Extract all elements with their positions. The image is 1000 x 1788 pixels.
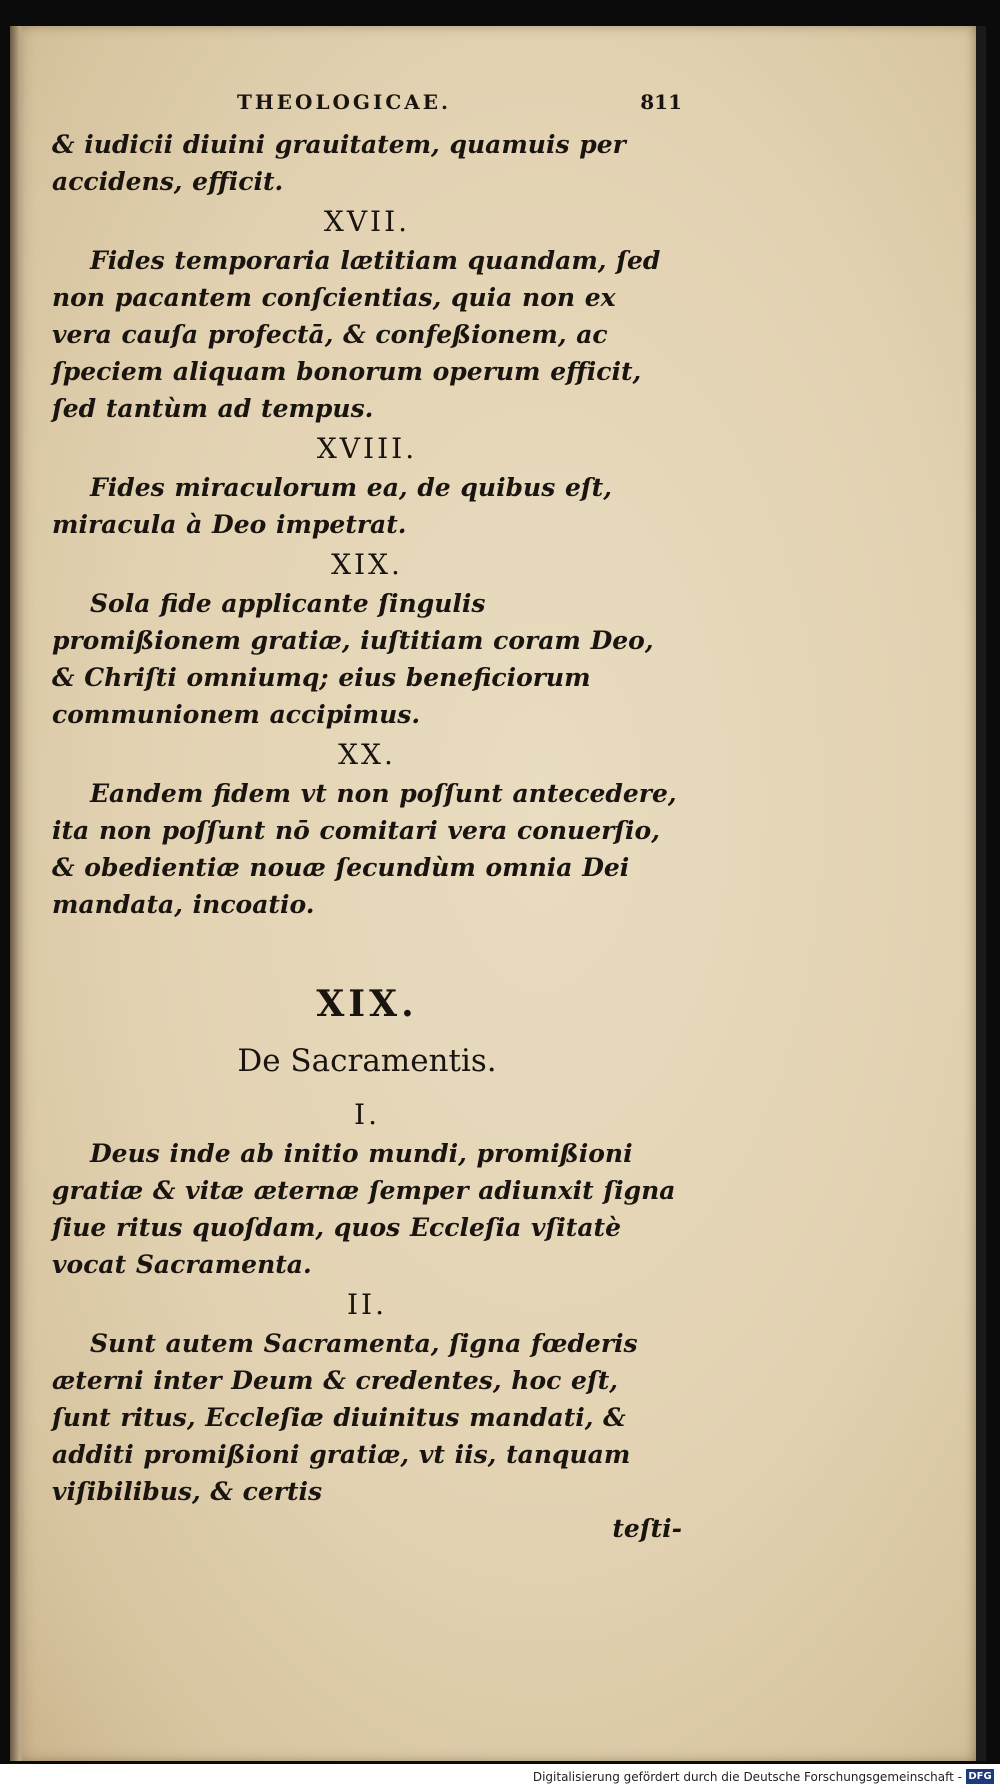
thesis-numeral: XVIII.: [316, 432, 418, 465]
page-gutter: [10, 26, 24, 1761]
page-number: 811: [640, 90, 682, 114]
thesis-paragraph: Deus inde ab initio mundi, promißioni gratiæ & vitæ æternæ ſemper adiunxit ſigna ſiue ritus quoſdam, quos Eccleſia vſitatè vocat Sacramenta.: [52, 1139, 676, 1279]
chapter-title: De Sacramentis.: [237, 1043, 497, 1079]
chapter-numeral: XIX.: [316, 983, 418, 1025]
page-text: [52, 86, 682, 1543]
thesis-paragraph: Fides temporaria lætitiam quandam, ſed non pacantem conſcientias, quia non ex vera cauſa profectā, & confeßionem, ac ſpeciem aliquam bonorum operum efficit, ſed tantùm ad tempus.: [52, 246, 661, 423]
catchword: teſti-: [612, 1514, 682, 1543]
thesis-numeral: I.: [354, 1098, 380, 1131]
thesis-paragraph: Sola fide applicante ſingulis promißionem gratiæ, iuſtitiam coram Deo, & Chriſti omniumq; eius beneficiorum communionem accipimus.: [52, 589, 654, 729]
thesis-numeral: II.: [346, 1288, 388, 1321]
running-title: THEOLOGICAE.: [237, 90, 452, 114]
book-page: [10, 26, 986, 1761]
footer-credit: Digitalisierung gefördert durch die Deutsche Forschungsgemeinschaft -: [532, 1770, 962, 1784]
thesis-numeral: XIX.: [331, 548, 403, 581]
dfg-logo-icon: DFG: [966, 1769, 994, 1784]
paragraph-continuation: & iudicii diuini grauitatem, quamuis per accidens, efficit.: [52, 130, 626, 196]
thesis-paragraph: Eandem fidem vt non poſſunt antecedere, ita non poſſunt nō comitari vera conuerſio, & obedientiæ nouæ ſecundùm omnia Dei mandata, incoatio.: [52, 779, 677, 919]
thesis-numeral: XX.: [338, 738, 396, 771]
footer-band: [0, 1764, 1000, 1788]
thesis-paragraph: Fides miraculorum ea, de quibus eſt, miracula à Deo impetrat.: [52, 473, 612, 539]
running-head: [52, 86, 682, 126]
thesis-paragraph: Sunt autem Sacramenta, ſigna fœderis æterni inter Deum & credentes, hoc eſt, ſunt ritus, Eccleſiæ diuinitus mandati, & additi promißioni gratiæ, vt iis, tanquam viſibilibus, & certis: [52, 1329, 638, 1506]
thesis-numeral: XVII.: [323, 205, 411, 238]
